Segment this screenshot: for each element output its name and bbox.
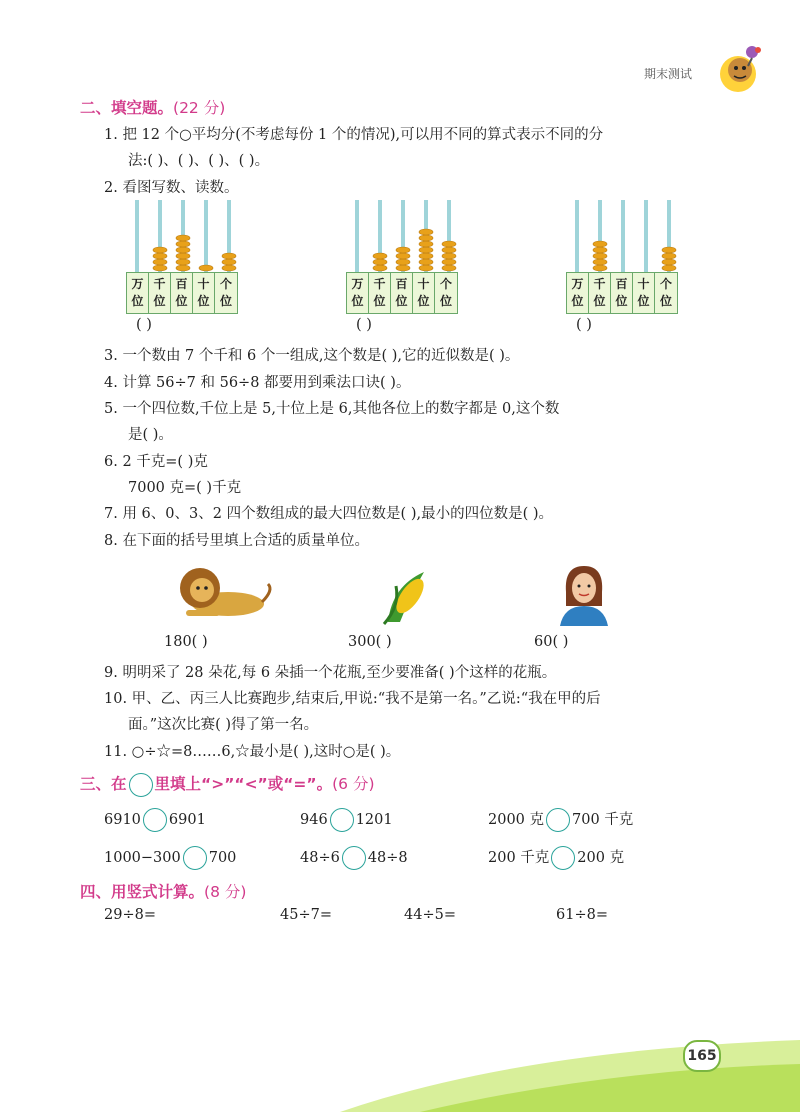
question-7: 7. 用 6、0、3、2 四个数组成的最大四位数是( ),最小的四位数是( )。 — [104, 506, 554, 522]
abacus-bead — [419, 247, 433, 253]
question-8-answer-1: 180( ) — [164, 634, 208, 650]
abacus-bead — [176, 241, 190, 247]
place-label: 个 位 — [439, 277, 452, 308]
section3-points: (6 分) — [332, 775, 375, 793]
abacus-bead — [442, 247, 456, 253]
lion-image — [166, 560, 274, 624]
corn-image — [380, 566, 430, 626]
abacus-bead — [222, 265, 236, 271]
abacus-bead — [199, 265, 213, 271]
compare-right: 700 千克 — [572, 812, 634, 828]
abacus-rod — [204, 200, 208, 272]
question-6-line2: 7000 克=( )千克 — [128, 480, 242, 496]
compare-row-1-item-3 — [488, 808, 633, 832]
question-8-answer-3: 60( ) — [534, 634, 569, 650]
compare-left: 48÷6 — [300, 850, 340, 866]
compare-row-1-item-1 — [104, 808, 206, 832]
compare-left: 6910 — [104, 812, 141, 828]
compare-right: 200 克 — [577, 850, 625, 866]
question-5-line1: 5. 一个四位数,千位上是 5,十位上是 6,其他各位上的数字都是 0,这个数 — [104, 401, 560, 417]
question-10-line1: 10. 甲、乙、丙三人比赛跑步,结束后,甲说:“我不是第一名。”乙说:“我在甲的后 — [104, 691, 601, 707]
compare-right: 700 — [208, 850, 237, 866]
place-label: 千 位 — [589, 273, 611, 313]
abacus-bead — [176, 259, 190, 265]
abacus-bead — [593, 253, 607, 259]
abacus-bead — [222, 259, 236, 265]
place-label: 千 位 — [149, 273, 171, 313]
compare-left: 2000 克 — [488, 812, 545, 828]
abacus-3-labels — [566, 272, 678, 314]
place-label: 十 位 — [413, 273, 435, 313]
compare-blank-circle[interactable] — [143, 808, 167, 832]
abacus-bead — [176, 265, 190, 271]
compare-row-2-item-1 — [104, 846, 236, 870]
section2-title-text: 二、填空题。 — [80, 99, 174, 117]
footer-wave-decoration — [0, 1020, 800, 1112]
abacus-2-labels — [346, 272, 458, 314]
abacus-bead — [373, 253, 387, 259]
place-label: 百 位 — [611, 273, 633, 313]
calc-item-4: 61÷8= — [556, 907, 608, 923]
abacus-bead — [593, 259, 607, 265]
question-1-line1: 1. 把 12 个○平均分(不考虑每份 1 个的情况),可以用不同的算式表示不同的分 — [104, 127, 604, 143]
abacus-rod — [575, 200, 579, 272]
abacus-bead — [176, 235, 190, 241]
abacus-bead — [442, 253, 456, 259]
place-label: 十 位 — [633, 273, 655, 313]
section3-title-b: 里填上“>”“<”或“=”。 — [154, 775, 333, 793]
abacus-bead — [662, 247, 676, 253]
compare-row-2-item-2 — [300, 846, 408, 870]
compare-blank-circle[interactable] — [546, 808, 570, 832]
abacus-bead — [593, 265, 607, 271]
abacus-bead — [419, 265, 433, 271]
question-2: 2. 看图写数、读数。 — [104, 180, 239, 196]
compare-left: 1000−300 — [104, 850, 181, 866]
abacus-bead — [593, 247, 607, 253]
question-1-line2: 法:( )、( )、( )、( )。 — [128, 153, 270, 169]
compare-right: 1201 — [355, 812, 393, 828]
abacus-rod — [355, 200, 359, 272]
mascot-icon — [712, 40, 768, 96]
question-8: 8. 在下面的括号里填上合适的质量单位。 — [104, 533, 369, 549]
question-8-answer-2: 300( ) — [348, 634, 392, 650]
compare-blank-circle[interactable] — [330, 808, 354, 832]
question-6-line1: 6. 2 千克=( )克 — [104, 454, 208, 470]
abacus-bead — [419, 259, 433, 265]
question-5-line2: 是( )。 — [128, 427, 173, 443]
compare-right: 6901 — [168, 812, 206, 828]
abacus-bead — [593, 241, 607, 247]
question-3: 3. 一个数由 7 个千和 6 个一组成,这个数是( ),它的近似数是( )。 — [104, 348, 520, 364]
abacus-bead — [176, 247, 190, 253]
section4-title-text: 四、用竖式计算。 — [80, 883, 205, 901]
abacus-bead — [153, 247, 167, 253]
question-9: 9. 明明采了 28 朵花,每 6 朵插一个花瓶,至少要准备( )个这样的花瓶。 — [104, 665, 557, 681]
calc-item-1: 29÷8= — [104, 907, 156, 923]
woman-image — [556, 562, 612, 626]
place-label: 个 位 — [219, 277, 232, 308]
question-10-line2: 面。”这次比赛( )得了第一名。 — [128, 717, 319, 733]
abacus-bead — [222, 253, 236, 259]
abacus-bead — [662, 253, 676, 259]
compare-right: 48÷8 — [367, 850, 408, 866]
place-label: 十 位 — [193, 273, 215, 313]
place-label: 万 位 — [347, 273, 369, 313]
section3-title — [80, 772, 375, 797]
compare-left: 200 千克 — [488, 850, 550, 866]
place-label: 万 位 — [567, 273, 589, 313]
abacus-2-answer: ( ) — [356, 317, 372, 333]
section3-title-a: 三、在 — [80, 775, 127, 793]
abacus-bead — [442, 259, 456, 265]
compare-blank-circle[interactable] — [551, 846, 575, 870]
abacus-rod — [621, 200, 625, 272]
abacus-bead — [153, 259, 167, 265]
place-label: 百 位 — [391, 273, 413, 313]
abacus-bead — [442, 265, 456, 271]
abacus-bead — [419, 253, 433, 259]
abacus-bead — [442, 241, 456, 247]
abacus-bead — [153, 265, 167, 271]
abacus-rod — [644, 200, 648, 272]
abacus-bead — [396, 253, 410, 259]
compare-row-2-item-3 — [488, 846, 624, 870]
place-label: 万 位 — [127, 273, 149, 313]
abacus-bead — [662, 259, 676, 265]
abacus-figures — [120, 196, 760, 276]
place-label: 百 位 — [171, 273, 193, 313]
abacus-bead — [373, 259, 387, 265]
compare-blank-circle[interactable] — [183, 846, 207, 870]
calc-item-3: 44÷5= — [404, 907, 456, 923]
abacus-bead — [662, 265, 676, 271]
section4-title — [80, 880, 246, 902]
abacus-bead — [153, 253, 167, 259]
place-label: 个 位 — [659, 277, 672, 308]
abacus-bead — [419, 235, 433, 241]
abacus-bead — [419, 229, 433, 235]
page-number: 165 — [683, 1040, 721, 1072]
abacus-bead — [176, 253, 190, 259]
compare-left: 946 — [300, 812, 328, 828]
place-label: 千 位 — [369, 273, 391, 313]
abacus-bead — [373, 265, 387, 271]
compare-row-1-item-2 — [300, 808, 393, 832]
abacus-bead — [396, 247, 410, 253]
abacus-3-answer: ( ) — [576, 317, 592, 333]
calc-item-2: 45÷7= — [280, 907, 332, 923]
section2-title — [80, 96, 225, 118]
abacus-bead — [396, 265, 410, 271]
section2-points: (22 分) — [173, 99, 226, 117]
abacus-1-answer: ( ) — [136, 317, 152, 333]
circle-icon — [129, 773, 153, 797]
abacus-bead — [419, 241, 433, 247]
abacus-1-labels — [126, 272, 238, 314]
abacus-bead — [396, 259, 410, 265]
compare-blank-circle[interactable] — [342, 846, 366, 870]
section4-points: (8 分) — [204, 883, 247, 901]
abacus-rod — [135, 200, 139, 272]
question-11: 11. ○÷☆=8……6,☆最小是( ),这时○是( )。 — [104, 744, 401, 760]
chapter-label: 期末测试 — [644, 67, 693, 81]
question-4: 4. 计算 56÷7 和 56÷8 都要用到乘法口诀( )。 — [104, 375, 411, 391]
